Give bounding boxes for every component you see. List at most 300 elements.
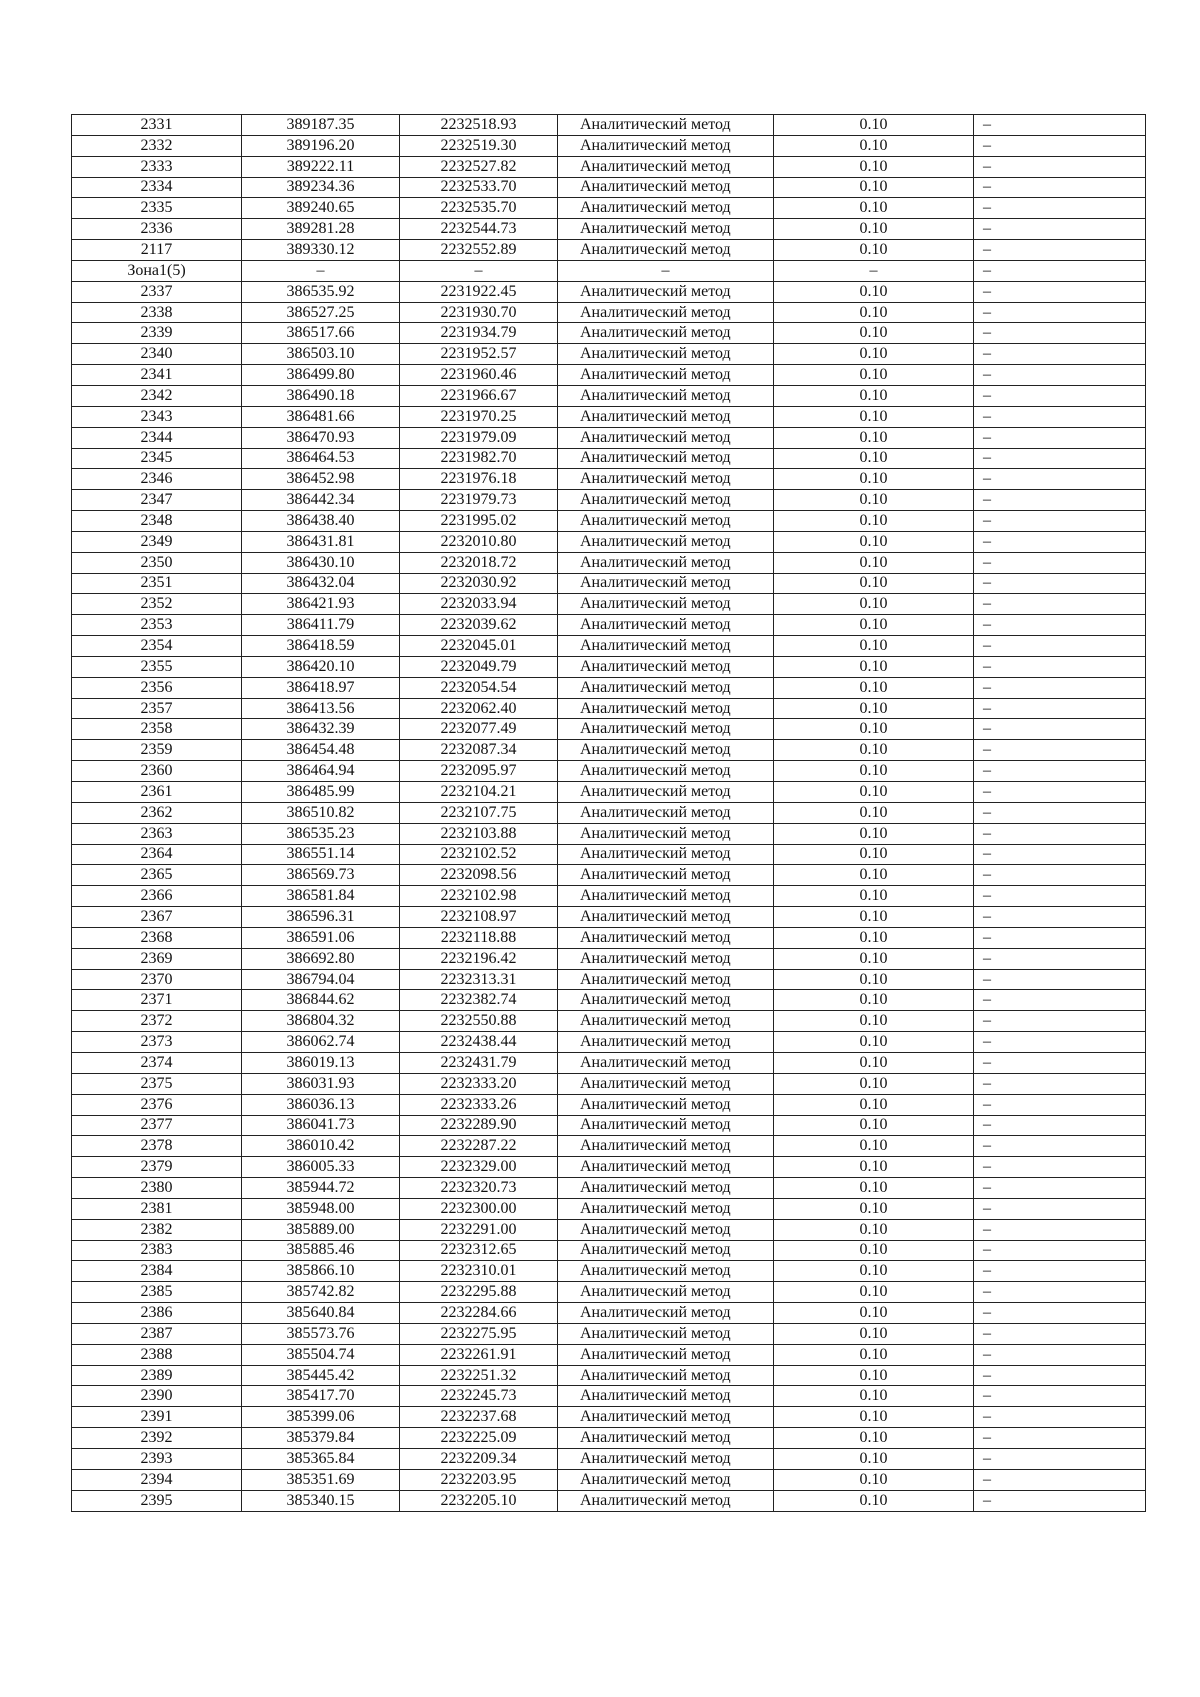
point-number-cell: 2378 (72, 1136, 242, 1157)
note-cell: – (974, 1428, 1146, 1449)
x-coordinate-cell: 386596.31 (242, 907, 400, 928)
point-number-cell: 2395 (72, 1490, 242, 1511)
table-row (72, 469, 1146, 490)
note-cell: – (974, 1198, 1146, 1219)
point-number-cell: 2117 (72, 240, 242, 261)
accuracy-cell: 0.10 (774, 1386, 974, 1407)
x-coordinate-cell: 386804.32 (242, 1011, 400, 1032)
accuracy-cell: 0.10 (774, 1219, 974, 1240)
table-row (72, 1011, 1146, 1032)
table-row (72, 1490, 1146, 1511)
point-number-cell: 2380 (72, 1178, 242, 1199)
method-cell: Аналитический метод (558, 281, 774, 302)
x-coordinate-cell: 386510.82 (242, 802, 400, 823)
table-row (72, 177, 1146, 198)
point-number-cell: 2387 (72, 1323, 242, 1344)
note-cell: – (974, 198, 1146, 219)
y-coordinate-cell: 2232544.73 (400, 219, 558, 240)
accuracy-cell: 0.10 (774, 1011, 974, 1032)
y-coordinate-cell: 2232333.26 (400, 1094, 558, 1115)
accuracy-cell: 0.10 (774, 719, 974, 740)
note-cell: – (974, 990, 1146, 1011)
point-number-cell: 2385 (72, 1282, 242, 1303)
point-number-cell: 2345 (72, 448, 242, 469)
x-coordinate-cell: 386692.80 (242, 948, 400, 969)
note-cell: – (974, 677, 1146, 698)
method-cell: Аналитический метод (558, 240, 774, 261)
accuracy-cell: 0.10 (774, 219, 974, 240)
method-cell: Аналитический метод (558, 115, 774, 136)
accuracy-cell: 0.10 (774, 990, 974, 1011)
accuracy-cell: 0.10 (774, 823, 974, 844)
accuracy-cell: 0.10 (774, 740, 974, 761)
method-cell: Аналитический метод (558, 365, 774, 386)
method-cell: Аналитический метод (558, 636, 774, 657)
method-cell: Аналитический метод (558, 698, 774, 719)
note-cell: – (974, 615, 1146, 636)
y-coordinate-cell: 2232519.30 (400, 135, 558, 156)
accuracy-cell: 0.10 (774, 1178, 974, 1199)
table-row (72, 865, 1146, 886)
point-number-cell: 2341 (72, 365, 242, 386)
method-cell: Аналитический метод (558, 1011, 774, 1032)
note-cell: – (974, 719, 1146, 740)
y-coordinate-cell: 2232102.52 (400, 844, 558, 865)
method-cell: Аналитический метод (558, 1219, 774, 1240)
note-cell: – (974, 1282, 1146, 1303)
x-coordinate-cell: 386005.33 (242, 1157, 400, 1178)
coordinates-table (71, 114, 1146, 1512)
y-coordinate-cell: 2232333.20 (400, 1073, 558, 1094)
point-number-cell: 2370 (72, 969, 242, 990)
x-coordinate-cell: 389281.28 (242, 219, 400, 240)
point-number-cell: 2386 (72, 1303, 242, 1324)
method-cell: Аналитический метод (558, 615, 774, 636)
y-coordinate-cell: 2232054.54 (400, 677, 558, 698)
table-row (72, 990, 1146, 1011)
y-coordinate-cell: 2232087.34 (400, 740, 558, 761)
x-coordinate-cell: 386454.48 (242, 740, 400, 761)
note-cell: – (974, 1115, 1146, 1136)
point-number-cell: 2374 (72, 1052, 242, 1073)
x-coordinate-cell: 385445.42 (242, 1365, 400, 1386)
x-coordinate-cell: 385351.69 (242, 1469, 400, 1490)
accuracy-cell: 0.10 (774, 677, 974, 698)
coordinates-table-body (72, 115, 1146, 1512)
method-cell: Аналитический метод (558, 323, 774, 344)
table-row (72, 969, 1146, 990)
y-coordinate-cell: 2231976.18 (400, 469, 558, 490)
y-coordinate-cell: 2232275.95 (400, 1323, 558, 1344)
note-cell: – (974, 531, 1146, 552)
note-cell: – (974, 156, 1146, 177)
method-cell: Аналитический метод (558, 302, 774, 323)
accuracy-cell: 0.10 (774, 1407, 974, 1428)
method-cell: Аналитический метод (558, 344, 774, 365)
table-row (72, 636, 1146, 657)
method-cell: Аналитический метод (558, 469, 774, 490)
method-cell: Аналитический метод (558, 927, 774, 948)
note-cell: – (974, 469, 1146, 490)
accuracy-cell: 0.10 (774, 281, 974, 302)
point-number-cell: 2389 (72, 1365, 242, 1386)
table-row (72, 802, 1146, 823)
y-coordinate-cell: 2231934.79 (400, 323, 558, 344)
method-cell: Аналитический метод (558, 907, 774, 928)
accuracy-cell: 0.10 (774, 511, 974, 532)
y-coordinate-cell: 2232284.66 (400, 1303, 558, 1324)
y-coordinate-cell: 2231979.09 (400, 427, 558, 448)
table-row (72, 552, 1146, 573)
method-cell: Аналитический метод (558, 948, 774, 969)
zone-header-row (72, 260, 1146, 281)
x-coordinate-cell: 386010.42 (242, 1136, 400, 1157)
accuracy-cell: 0.10 (774, 156, 974, 177)
note-cell: – (974, 260, 1146, 281)
x-coordinate-cell: 386499.80 (242, 365, 400, 386)
accuracy-cell: – (774, 260, 974, 281)
point-number-cell: 2336 (72, 219, 242, 240)
y-coordinate-cell: 2232518.93 (400, 115, 558, 136)
point-number-cell: 2361 (72, 782, 242, 803)
point-number-cell: 2375 (72, 1073, 242, 1094)
x-coordinate-cell: – (242, 260, 400, 281)
accuracy-cell: 0.10 (774, 844, 974, 865)
point-number-cell: 2367 (72, 907, 242, 928)
note-cell: – (974, 302, 1146, 323)
table-row (72, 365, 1146, 386)
accuracy-cell: 0.10 (774, 427, 974, 448)
table-row (72, 427, 1146, 448)
table-row (72, 844, 1146, 865)
accuracy-cell: 0.10 (774, 1303, 974, 1324)
accuracy-cell: 0.10 (774, 1282, 974, 1303)
point-number-cell: 2368 (72, 927, 242, 948)
accuracy-cell: 0.10 (774, 177, 974, 198)
x-coordinate-cell: 386844.62 (242, 990, 400, 1011)
table-row (72, 719, 1146, 740)
point-number-cell: 2358 (72, 719, 242, 740)
table-row (72, 698, 1146, 719)
x-coordinate-cell: 385944.72 (242, 1178, 400, 1199)
accuracy-cell: 0.10 (774, 1115, 974, 1136)
note-cell: – (974, 969, 1146, 990)
y-coordinate-cell: 2232313.31 (400, 969, 558, 990)
table-row (72, 490, 1146, 511)
note-cell: – (974, 511, 1146, 532)
note-cell: – (974, 1407, 1146, 1428)
x-coordinate-cell: 389187.35 (242, 115, 400, 136)
table-row (72, 219, 1146, 240)
x-coordinate-cell: 386535.23 (242, 823, 400, 844)
method-cell: Аналитический метод (558, 594, 774, 615)
accuracy-cell: 0.10 (774, 1157, 974, 1178)
accuracy-cell: 0.10 (774, 448, 974, 469)
point-number-cell: 2350 (72, 552, 242, 573)
point-number-cell: 2394 (72, 1469, 242, 1490)
accuracy-cell: 0.10 (774, 1198, 974, 1219)
table-row (72, 761, 1146, 782)
accuracy-cell: 0.10 (774, 469, 974, 490)
table-row (72, 385, 1146, 406)
note-cell: – (974, 1344, 1146, 1365)
x-coordinate-cell: 386019.13 (242, 1052, 400, 1073)
y-coordinate-cell: 2231960.46 (400, 365, 558, 386)
x-coordinate-cell: 385889.00 (242, 1219, 400, 1240)
method-cell: Аналитический метод (558, 198, 774, 219)
accuracy-cell: 0.10 (774, 573, 974, 594)
method-cell: Аналитический метод (558, 177, 774, 198)
method-cell: Аналитический метод (558, 385, 774, 406)
note-cell: – (974, 656, 1146, 677)
note-cell: – (974, 1261, 1146, 1282)
table-row (72, 740, 1146, 761)
note-cell: – (974, 865, 1146, 886)
method-cell: Аналитический метод (558, 761, 774, 782)
accuracy-cell: 0.10 (774, 886, 974, 907)
table-row (72, 531, 1146, 552)
accuracy-cell: 0.10 (774, 552, 974, 573)
accuracy-cell: 0.10 (774, 115, 974, 136)
x-coordinate-cell: 385379.84 (242, 1428, 400, 1449)
accuracy-cell: 0.10 (774, 782, 974, 803)
y-coordinate-cell: 2232010.80 (400, 531, 558, 552)
point-number-cell: 2346 (72, 469, 242, 490)
accuracy-cell: 0.10 (774, 1365, 974, 1386)
y-coordinate-cell: 2232062.40 (400, 698, 558, 719)
method-cell: Аналитический метод (558, 1449, 774, 1470)
note-cell: – (974, 1386, 1146, 1407)
accuracy-cell: 0.10 (774, 1052, 974, 1073)
y-coordinate-cell: 2232196.42 (400, 948, 558, 969)
point-number-cell: 2369 (72, 948, 242, 969)
x-coordinate-cell: 386503.10 (242, 344, 400, 365)
method-cell: Аналитический метод (558, 1490, 774, 1511)
method-cell: Аналитический метод (558, 969, 774, 990)
table-row (72, 886, 1146, 907)
accuracy-cell: 0.10 (774, 1428, 974, 1449)
y-coordinate-cell: 2232550.88 (400, 1011, 558, 1032)
note-cell: – (974, 1073, 1146, 1094)
y-coordinate-cell: 2232098.56 (400, 865, 558, 886)
note-cell: – (974, 406, 1146, 427)
x-coordinate-cell: 385948.00 (242, 1198, 400, 1219)
accuracy-cell: 0.10 (774, 1261, 974, 1282)
x-coordinate-cell: 386421.93 (242, 594, 400, 615)
x-coordinate-cell: 386062.74 (242, 1032, 400, 1053)
accuracy-cell: 0.10 (774, 323, 974, 344)
y-coordinate-cell: 2232535.70 (400, 198, 558, 219)
method-cell: Аналитический метод (558, 677, 774, 698)
point-number-cell: 2383 (72, 1240, 242, 1261)
note-cell: – (974, 886, 1146, 907)
method-cell: Аналитический метод (558, 1428, 774, 1449)
note-cell: – (974, 1032, 1146, 1053)
table-row (72, 156, 1146, 177)
method-cell: Аналитический метод (558, 1115, 774, 1136)
point-number-cell: 2392 (72, 1428, 242, 1449)
method-cell: Аналитический метод (558, 1365, 774, 1386)
point-number-cell: 2343 (72, 406, 242, 427)
method-cell: Аналитический метод (558, 802, 774, 823)
point-number-cell: 2357 (72, 698, 242, 719)
note-cell: – (974, 281, 1146, 302)
table-row (72, 615, 1146, 636)
x-coordinate-cell: 386442.34 (242, 490, 400, 511)
accuracy-cell: 0.10 (774, 365, 974, 386)
point-number-cell: 2360 (72, 761, 242, 782)
x-coordinate-cell: 386438.40 (242, 511, 400, 532)
x-coordinate-cell: 386591.06 (242, 927, 400, 948)
y-coordinate-cell: 2232527.82 (400, 156, 558, 177)
method-cell: Аналитический метод (558, 135, 774, 156)
note-cell: – (974, 1219, 1146, 1240)
note-cell: – (974, 135, 1146, 156)
y-coordinate-cell: 2232552.89 (400, 240, 558, 261)
x-coordinate-cell: 389234.36 (242, 177, 400, 198)
note-cell: – (974, 1178, 1146, 1199)
point-number-cell: 2363 (72, 823, 242, 844)
point-number-cell: 2356 (72, 677, 242, 698)
method-cell: Аналитический метод (558, 1032, 774, 1053)
point-number-cell: 2334 (72, 177, 242, 198)
point-number-cell: 2344 (72, 427, 242, 448)
table-row (72, 1386, 1146, 1407)
note-cell: – (974, 1469, 1146, 1490)
note-cell: – (974, 594, 1146, 615)
table-row (72, 823, 1146, 844)
point-number-cell: 2377 (72, 1115, 242, 1136)
x-coordinate-cell: 385640.84 (242, 1303, 400, 1324)
note-cell: – (974, 365, 1146, 386)
note-cell: – (974, 1449, 1146, 1470)
point-number-cell: 2331 (72, 115, 242, 136)
x-coordinate-cell: 386470.93 (242, 427, 400, 448)
x-coordinate-cell: 386452.98 (242, 469, 400, 490)
table-row (72, 948, 1146, 969)
method-cell: Аналитический метод (558, 1303, 774, 1324)
accuracy-cell: 0.10 (774, 656, 974, 677)
point-number-cell: 2337 (72, 281, 242, 302)
table-row (72, 656, 1146, 677)
x-coordinate-cell: 385417.70 (242, 1386, 400, 1407)
table-row (72, 406, 1146, 427)
accuracy-cell: 0.10 (774, 1490, 974, 1511)
table-row (72, 1178, 1146, 1199)
x-coordinate-cell: 386411.79 (242, 615, 400, 636)
x-coordinate-cell: 385742.82 (242, 1282, 400, 1303)
table-row (72, 1323, 1146, 1344)
accuracy-cell: 0.10 (774, 240, 974, 261)
method-cell: Аналитический метод (558, 1178, 774, 1199)
accuracy-cell: 0.10 (774, 698, 974, 719)
table-row (72, 1282, 1146, 1303)
y-coordinate-cell: 2231952.57 (400, 344, 558, 365)
accuracy-cell: 0.10 (774, 1073, 974, 1094)
x-coordinate-cell: 386485.99 (242, 782, 400, 803)
y-coordinate-cell: 2232312.65 (400, 1240, 558, 1261)
x-coordinate-cell: 386418.97 (242, 677, 400, 698)
method-cell: Аналитический метод (558, 490, 774, 511)
point-number-cell: 2393 (72, 1449, 242, 1470)
x-coordinate-cell: 386569.73 (242, 865, 400, 886)
note-cell: – (974, 1365, 1146, 1386)
note-cell: – (974, 1157, 1146, 1178)
x-coordinate-cell: 386430.10 (242, 552, 400, 573)
table-row (72, 1157, 1146, 1178)
point-number-cell: 2379 (72, 1157, 242, 1178)
y-coordinate-cell: 2232107.75 (400, 802, 558, 823)
point-number-cell: 2340 (72, 344, 242, 365)
point-number-cell: 2355 (72, 656, 242, 677)
method-cell: Аналитический метод (558, 1386, 774, 1407)
accuracy-cell: 0.10 (774, 1240, 974, 1261)
accuracy-cell: 0.10 (774, 1136, 974, 1157)
note-cell: – (974, 636, 1146, 657)
accuracy-cell: 0.10 (774, 1469, 974, 1490)
y-coordinate-cell: 2232295.88 (400, 1282, 558, 1303)
point-number-cell: 2362 (72, 802, 242, 823)
method-cell: Аналитический метод (558, 1282, 774, 1303)
y-coordinate-cell: 2232289.90 (400, 1115, 558, 1136)
accuracy-cell: 0.10 (774, 1449, 974, 1470)
note-cell: – (974, 1240, 1146, 1261)
table-row (72, 1052, 1146, 1073)
note-cell: – (974, 761, 1146, 782)
point-number-cell: 2349 (72, 531, 242, 552)
accuracy-cell: 0.10 (774, 615, 974, 636)
table-row (72, 511, 1146, 532)
y-coordinate-cell: 2232245.73 (400, 1386, 558, 1407)
x-coordinate-cell: 386794.04 (242, 969, 400, 990)
method-cell: Аналитический метод (558, 1240, 774, 1261)
y-coordinate-cell: 2232049.79 (400, 656, 558, 677)
accuracy-cell: 0.10 (774, 490, 974, 511)
y-coordinate-cell: 2232203.95 (400, 1469, 558, 1490)
y-coordinate-cell: 2232382.74 (400, 990, 558, 1011)
x-coordinate-cell: 386490.18 (242, 385, 400, 406)
method-cell: Аналитический метод (558, 1136, 774, 1157)
note-cell: – (974, 448, 1146, 469)
accuracy-cell: 0.10 (774, 594, 974, 615)
table-row (72, 1136, 1146, 1157)
note-cell: – (974, 782, 1146, 803)
y-coordinate-cell: 2231995.02 (400, 511, 558, 532)
table-row (72, 1032, 1146, 1053)
accuracy-cell: 0.10 (774, 1323, 974, 1344)
x-coordinate-cell: 385573.76 (242, 1323, 400, 1344)
method-cell: Аналитический метод (558, 531, 774, 552)
point-number-cell: 2373 (72, 1032, 242, 1053)
table-row (72, 782, 1146, 803)
table-row (72, 1449, 1146, 1470)
method-cell: Аналитический метод (558, 886, 774, 907)
table-row (72, 1094, 1146, 1115)
y-coordinate-cell: 2232108.97 (400, 907, 558, 928)
accuracy-cell: 0.10 (774, 135, 974, 156)
note-cell: – (974, 490, 1146, 511)
method-cell: Аналитический метод (558, 511, 774, 532)
y-coordinate-cell: 2232209.34 (400, 1449, 558, 1470)
x-coordinate-cell: 386036.13 (242, 1094, 400, 1115)
note-cell: – (974, 1136, 1146, 1157)
x-coordinate-cell: 386527.25 (242, 302, 400, 323)
y-coordinate-cell: 2232310.01 (400, 1261, 558, 1282)
method-cell: Аналитический метод (558, 448, 774, 469)
y-coordinate-cell: 2232118.88 (400, 927, 558, 948)
y-coordinate-cell: 2232205.10 (400, 1490, 558, 1511)
x-coordinate-cell: 386420.10 (242, 656, 400, 677)
